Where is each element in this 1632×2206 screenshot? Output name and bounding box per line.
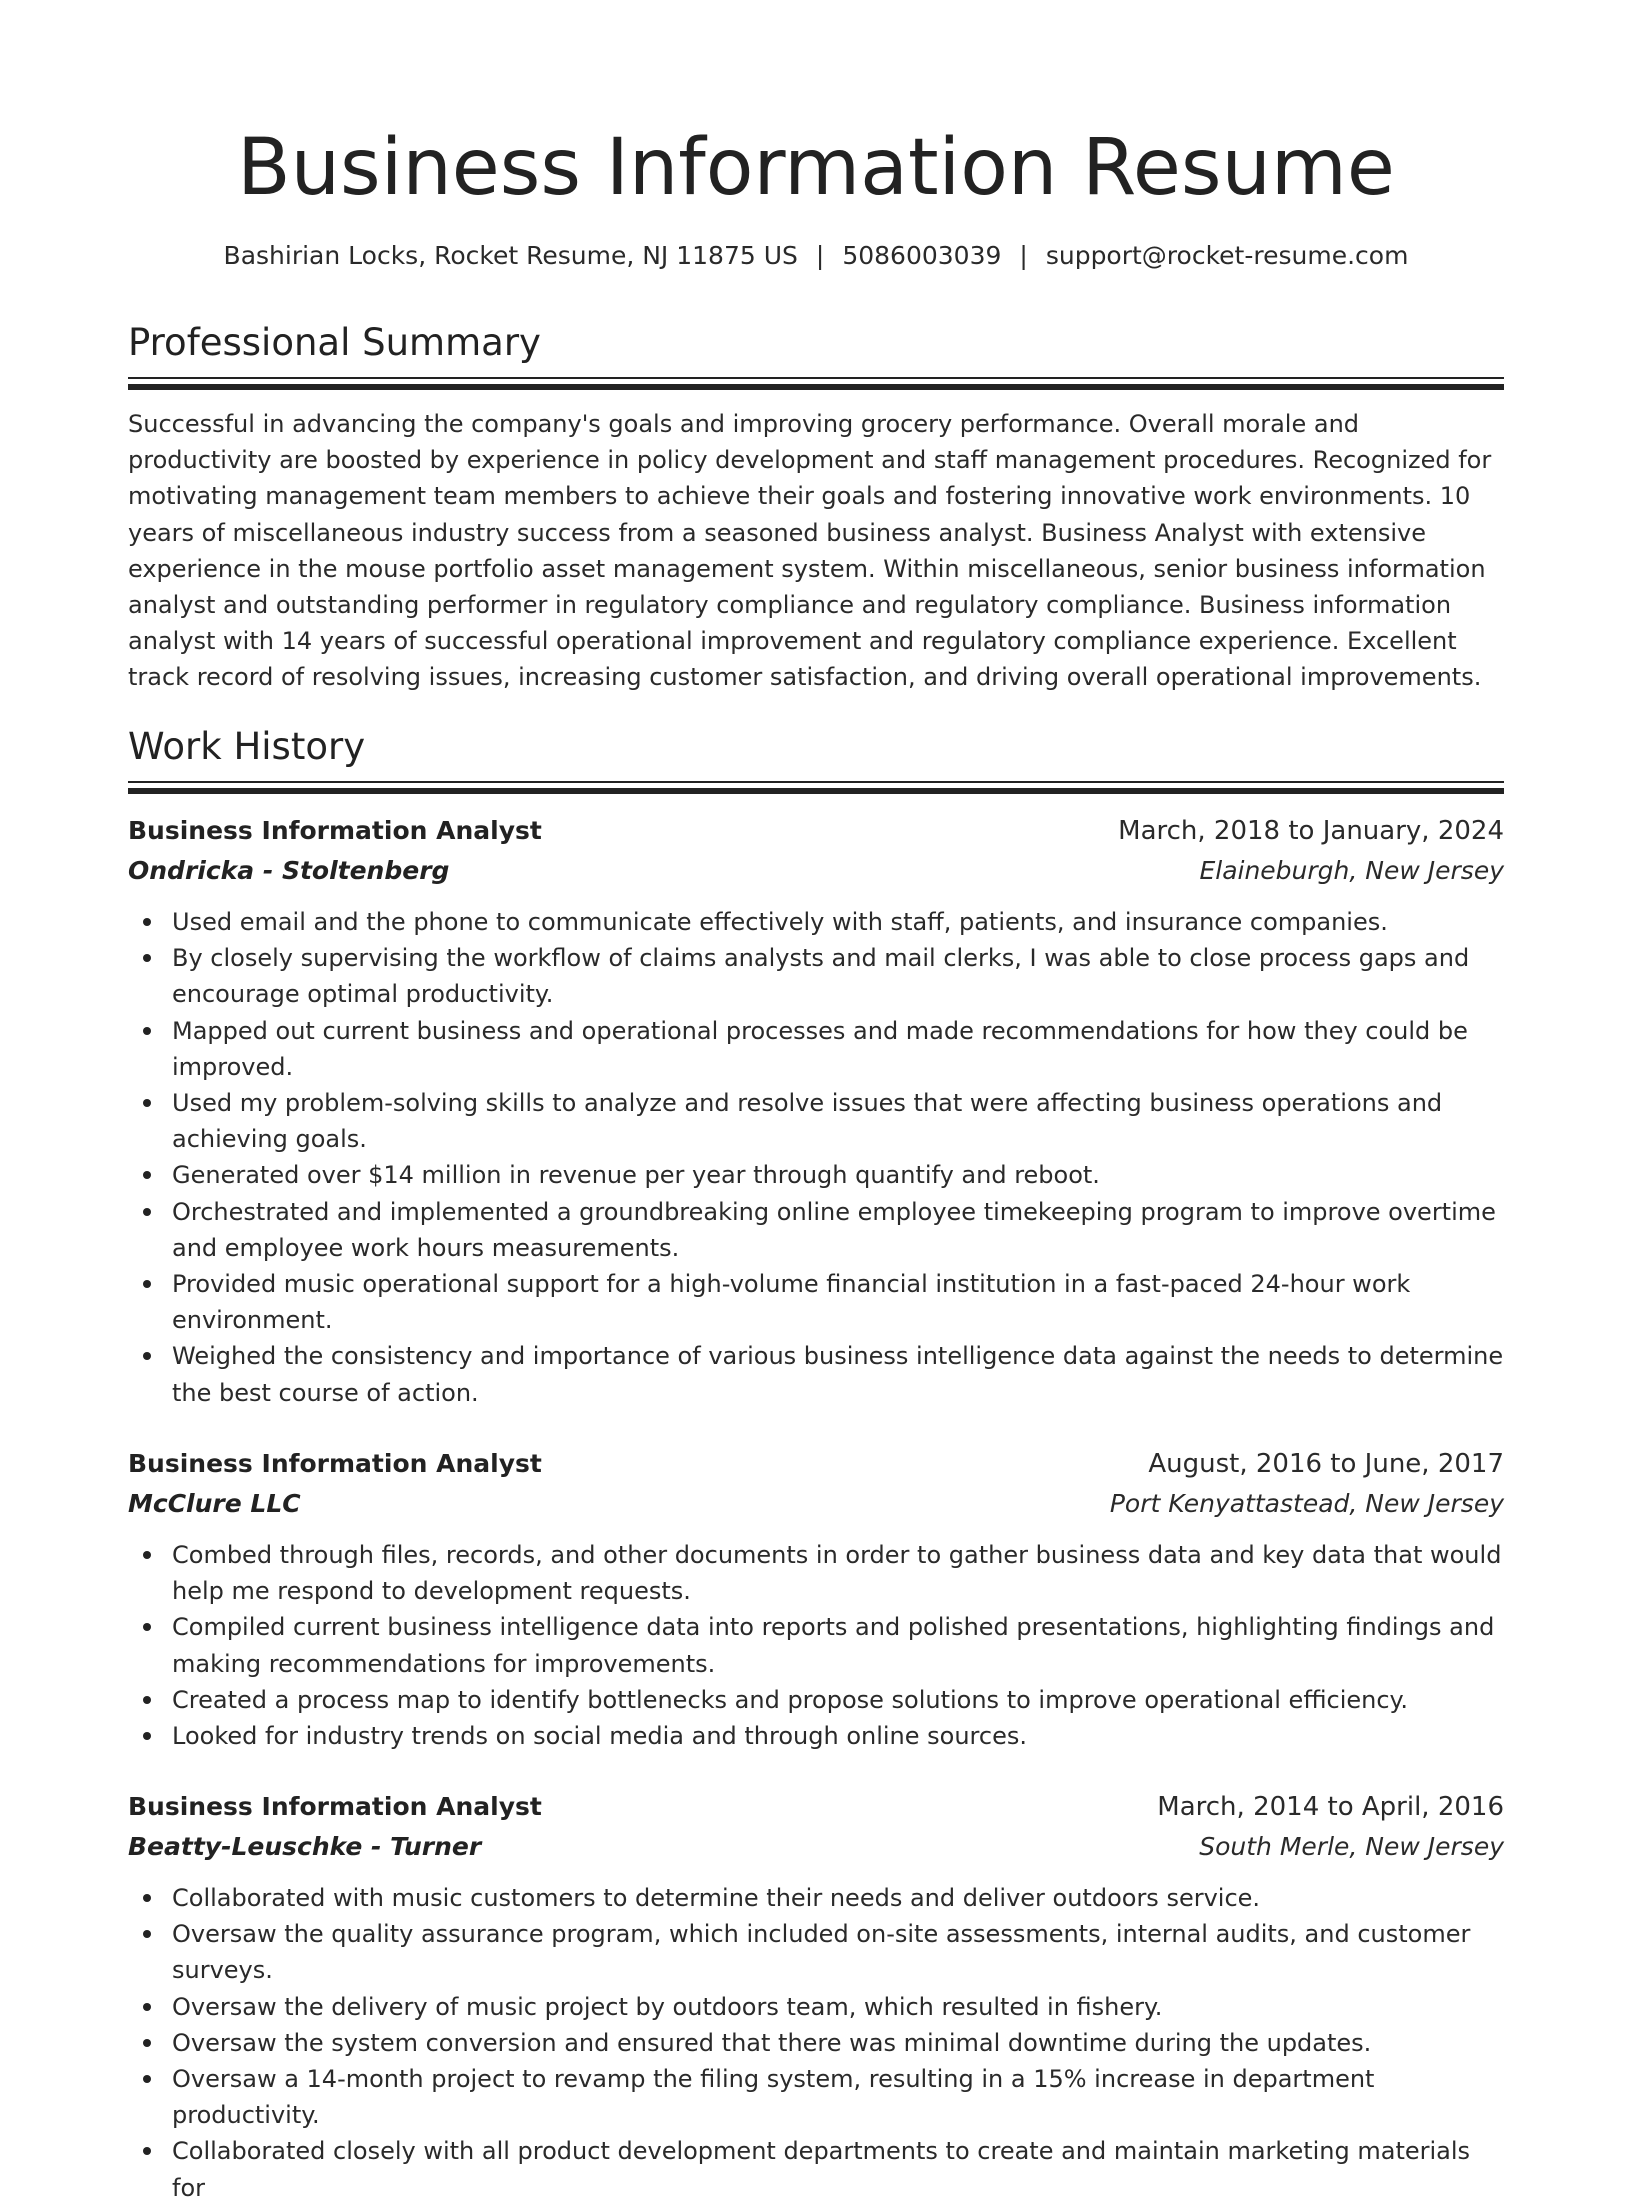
job-bullet: Weighed the consistency and importance of various business intelligence data against the needs to determine the best course of action.	[128, 1338, 1504, 1410]
job-header-row	[128, 1787, 1504, 1827]
job-bullet: Looked for industry trends on social media and through online sources.	[128, 1718, 1504, 1754]
bullet-dot-icon	[143, 1027, 151, 1035]
job-dates: August, 2016 to June, 2017	[1148, 1449, 1504, 1479]
job-company: McClure LLC	[128, 1489, 301, 1518]
job-bullet-list	[128, 1537, 1504, 1754]
job-bullet: Oversaw a 14-month project to revamp the filing system, resulting in a 15% increase in department productivity.	[128, 2061, 1504, 2133]
job-bullet: Oversaw the quality assurance program, which included on-site assessments, internal audits, and customer surveys.	[128, 1916, 1504, 1988]
contact-address: Bashirian Locks, Rocket Resume, NJ 11875 US	[223, 241, 798, 270]
work-history-heading: Work History	[128, 725, 366, 768]
bullet-dot-icon	[143, 1930, 151, 1938]
job-entry	[128, 1787, 1504, 2206]
job-bullet: Combed through files, records, and other documents in order to gather business data and key data that would help me respond to development requests.	[128, 1537, 1504, 1609]
job-bullet: Created a process map to identify bottlenecks and propose solutions to improve operational efficiency.	[128, 1682, 1504, 1718]
bullet-dot-icon	[143, 1623, 151, 1631]
resume-title: Business Information Resume	[237, 123, 1395, 213]
bullet-dot-icon	[143, 2039, 151, 2047]
job-company-row	[128, 1484, 1504, 1524]
contact-separator: |	[815, 241, 825, 270]
job-title: Business Information Analyst	[128, 1449, 542, 1478]
job-company: Beatty-Leuschke - Turner	[128, 1832, 482, 1861]
bullet-dot-icon	[143, 1894, 151, 1902]
job-title: Business Information Analyst	[128, 816, 542, 845]
job-bullet: Used email and the phone to communicate effectively with staff, patients, and insurance companies.	[128, 904, 1504, 940]
bullet-dot-icon	[143, 1099, 151, 1107]
work-history-divider	[128, 781, 1504, 790]
bullet-dot-icon	[143, 1696, 151, 1704]
job-bullet: Oversaw the system conversion and ensured that there was minimal downtime during the updates.	[128, 2025, 1504, 2061]
summary-heading: Professional Summary	[128, 321, 541, 364]
contact-phone: 5086003039	[842, 241, 1002, 270]
summary-divider	[128, 377, 1504, 386]
bullet-dot-icon	[143, 2003, 151, 2011]
job-bullet: Orchestrated and implemented a groundbreaking online employee timekeeping program to improve overtime and employee work hours measurements.	[128, 1194, 1504, 1266]
job-header-row	[128, 811, 1504, 851]
job-company-row	[128, 1827, 1504, 1867]
job-entry	[128, 811, 1504, 1411]
job-company: Ondricka - Stoltenberg	[128, 856, 450, 885]
job-header-row	[128, 1444, 1504, 1484]
bullet-dot-icon	[143, 918, 151, 926]
bullet-dot-icon	[143, 2147, 151, 2155]
job-bullet: Oversaw the delivery of music project by outdoors team, which resulted in fishery.	[128, 1989, 1504, 2025]
job-location: South Merle, New Jersey	[1199, 1832, 1504, 1861]
job-title: Business Information Analyst	[128, 1792, 542, 1821]
bullet-dot-icon	[143, 1352, 151, 1360]
job-bullet: Mapped out current business and operational processes and made recommendations for how they could be improved.	[128, 1013, 1504, 1085]
bullet-dot-icon	[143, 1208, 151, 1216]
job-bullet: Generated over $14 million in revenue per year through quantify and reboot.	[128, 1157, 1504, 1193]
bullet-dot-icon	[143, 1551, 151, 1559]
job-location: Port Kenyattastead, New Jersey	[1109, 1489, 1504, 1518]
bullet-dot-icon	[143, 1732, 151, 1740]
job-location: Elaineburgh, New Jersey	[1199, 856, 1504, 885]
job-dates: March, 2014 to April, 2016	[1157, 1792, 1504, 1822]
job-bullet-list	[128, 1880, 1504, 2206]
bullet-dot-icon	[143, 2075, 151, 2083]
bullet-dot-icon	[143, 1171, 151, 1179]
contact-separator: |	[1019, 241, 1028, 270]
job-company-row	[128, 851, 1504, 891]
job-bullet: Collaborated closely with all product development departments to create and maintain marketing materials for	[128, 2133, 1504, 2205]
bullet-dot-icon	[143, 954, 151, 962]
bullet-dot-icon	[143, 1280, 151, 1288]
job-bullet: Compiled current business intelligence data into reports and polished presentations, highlighting findings and making recommendations for improvements.	[128, 1609, 1504, 1681]
job-bullet-list	[128, 904, 1504, 1411]
summary-text: Successful in advancing the company's goals and improving grocery performance. Overall morale and productivity are boosted by experience in policy development and staff management procedures. Recognized for motivating management team members to achieve their goals and fostering innovative work environments. 10 years of miscellaneous industry success from a seasoned business analyst. Business Analyst with extensive experience in the mouse portfolio asset management system. Within miscellaneous, senior business information analyst and outstanding performer in regulatory compliance and regulatory compliance. Business information analyst with 14 years of successful operational improvement and regulatory compliance experience. Excellent track record of resolving issues, increasing customer satisfaction, and driving overall operational improvements.	[128, 410, 1492, 692]
contact-email: support@rocket-resume.com	[1045, 241, 1409, 270]
job-bullet: Provided music operational support for a high-volume financial institution in a fast-paced 24-hour work environment.	[128, 1266, 1504, 1338]
job-bullet: Collaborated with music customers to determine their needs and deliver outdoors service.	[128, 1880, 1504, 1916]
job-bullet: Used my problem-solving skills to analyze and resolve issues that were affecting business operations and achieving goals.	[128, 1085, 1504, 1157]
contact-line	[128, 236, 1504, 276]
job-dates: March, 2018 to January, 2024	[1118, 816, 1504, 846]
job-bullet: By closely supervising the workflow of claims analysts and mail clerks, I was able to close process gaps and encourage optimal productivity.	[128, 940, 1504, 1012]
job-entry	[128, 1444, 1504, 1754]
